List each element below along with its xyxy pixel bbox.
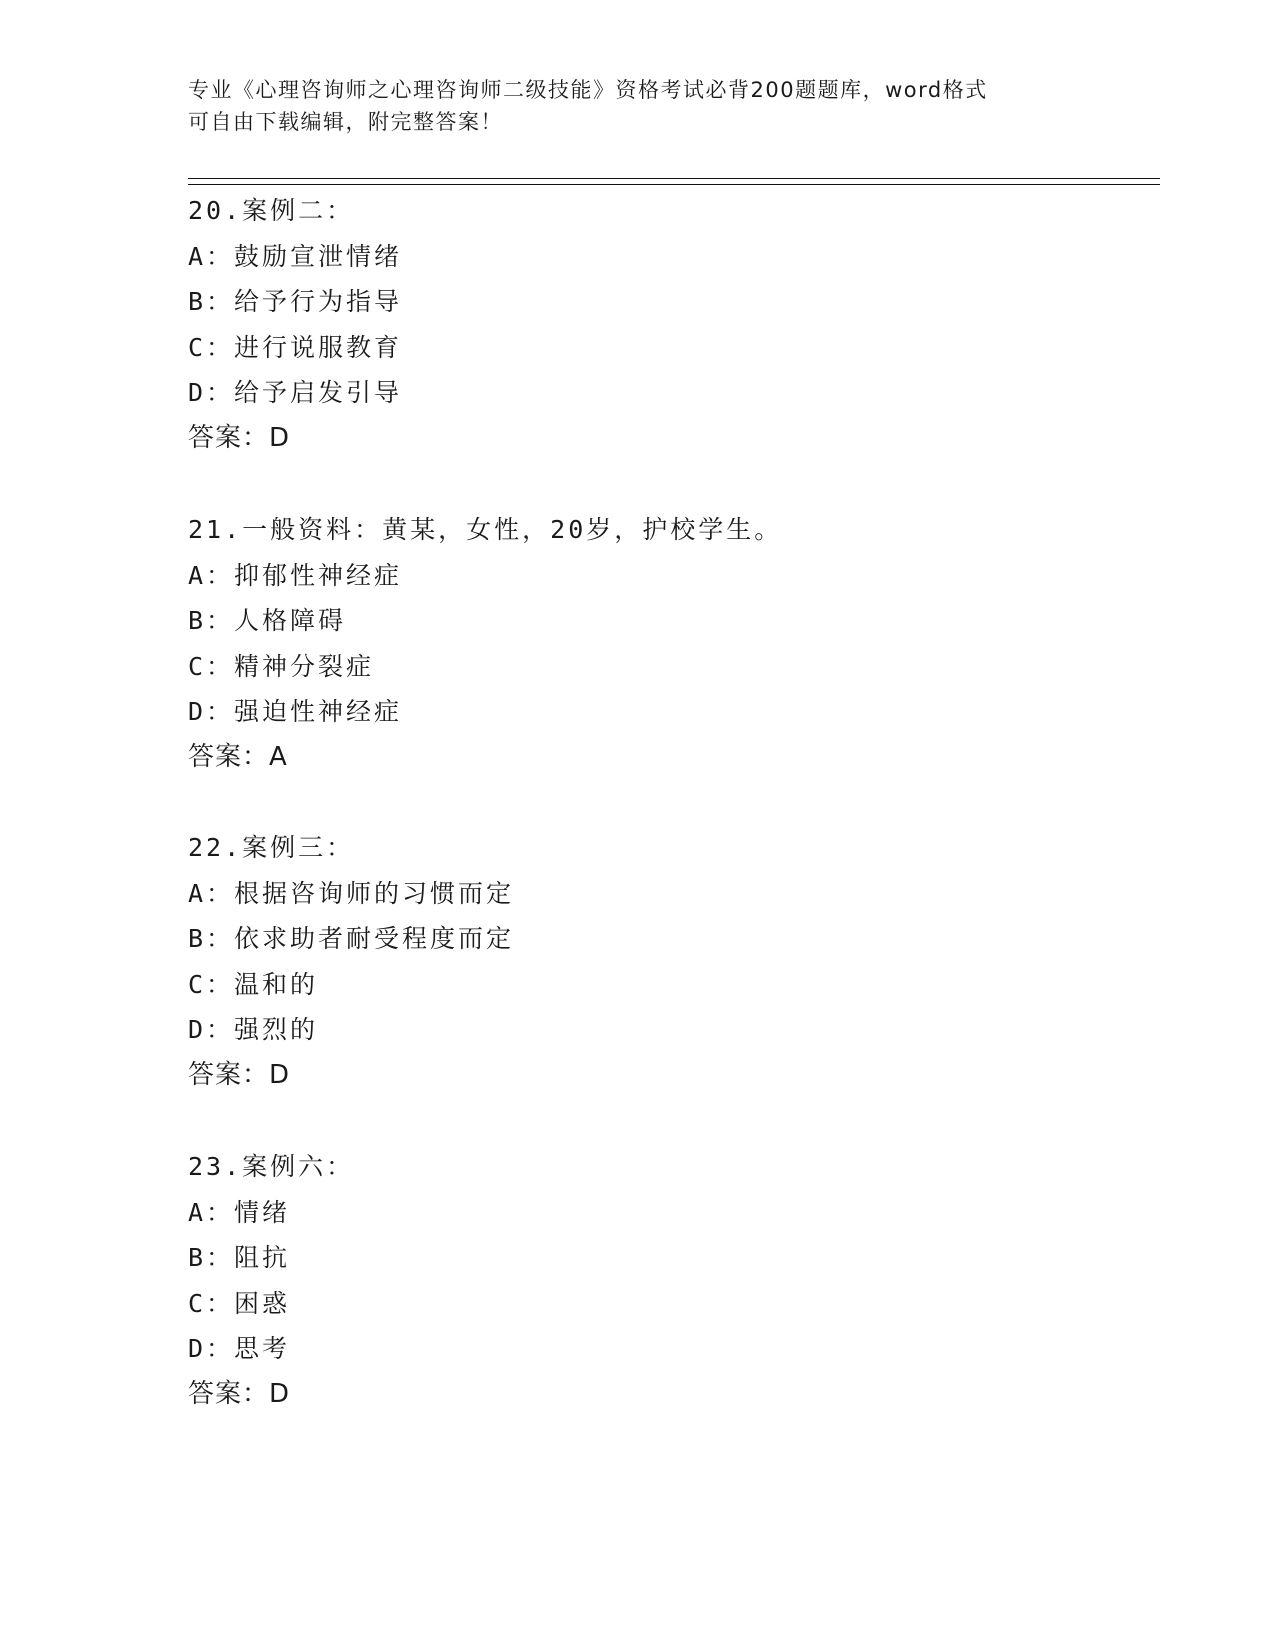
option-c: C：温和的 <box>188 969 319 999</box>
option-d: D：思考 <box>188 1334 291 1363</box>
header-line-1: 专业《心理咨询师之心理咨询师二级技能》资格考试必背200题题库，word格式 <box>188 78 988 102</box>
option-b: B：依求助者耐受程度而定 <box>188 924 515 953</box>
question-title: 21.一般资料：黄某，女性，20岁，护校学生。 <box>188 515 783 544</box>
question-23 <box>188 1144 1148 1417</box>
option-a: A：抑郁性神经症 <box>188 560 403 590</box>
option-b: B：人格障碍 <box>188 606 347 635</box>
option-d: D：强烈的 <box>188 1015 319 1044</box>
option-b: B：阻抗 <box>188 1243 291 1272</box>
question-21 <box>188 507 1148 780</box>
question-22 <box>188 825 1148 1098</box>
answer: 答案：D <box>188 422 291 453</box>
option-c: C：精神分裂症 <box>188 651 375 681</box>
option-c: C：困惑 <box>188 1288 291 1318</box>
question-title: 22.案例三： <box>188 833 355 862</box>
option-a: A：鼓励宣泄情绪 <box>188 241 403 271</box>
option-d: D：给予启发引导 <box>188 378 403 407</box>
answer: 答案：D <box>188 1059 291 1090</box>
header-line-2: 可自由下载编辑，附完整答案！ <box>188 110 503 134</box>
question-title: 23.案例六： <box>188 1152 355 1181</box>
answer: 答案：A <box>188 741 288 772</box>
option-a: A：根据咨询师的习惯而定 <box>188 878 515 908</box>
header-divider-top <box>188 178 1160 179</box>
question-title: 20.案例二： <box>188 196 355 225</box>
answer: 答案：D <box>188 1378 291 1409</box>
document-header <box>188 74 1088 138</box>
question-20 <box>188 188 1148 461</box>
option-b: B：给予行为指导 <box>188 287 403 316</box>
option-d: D：强迫性神经症 <box>188 697 403 726</box>
option-c: C：进行说服教育 <box>188 332 403 362</box>
header-divider-bottom <box>188 184 1160 185</box>
option-a: A：情绪 <box>188 1197 291 1227</box>
